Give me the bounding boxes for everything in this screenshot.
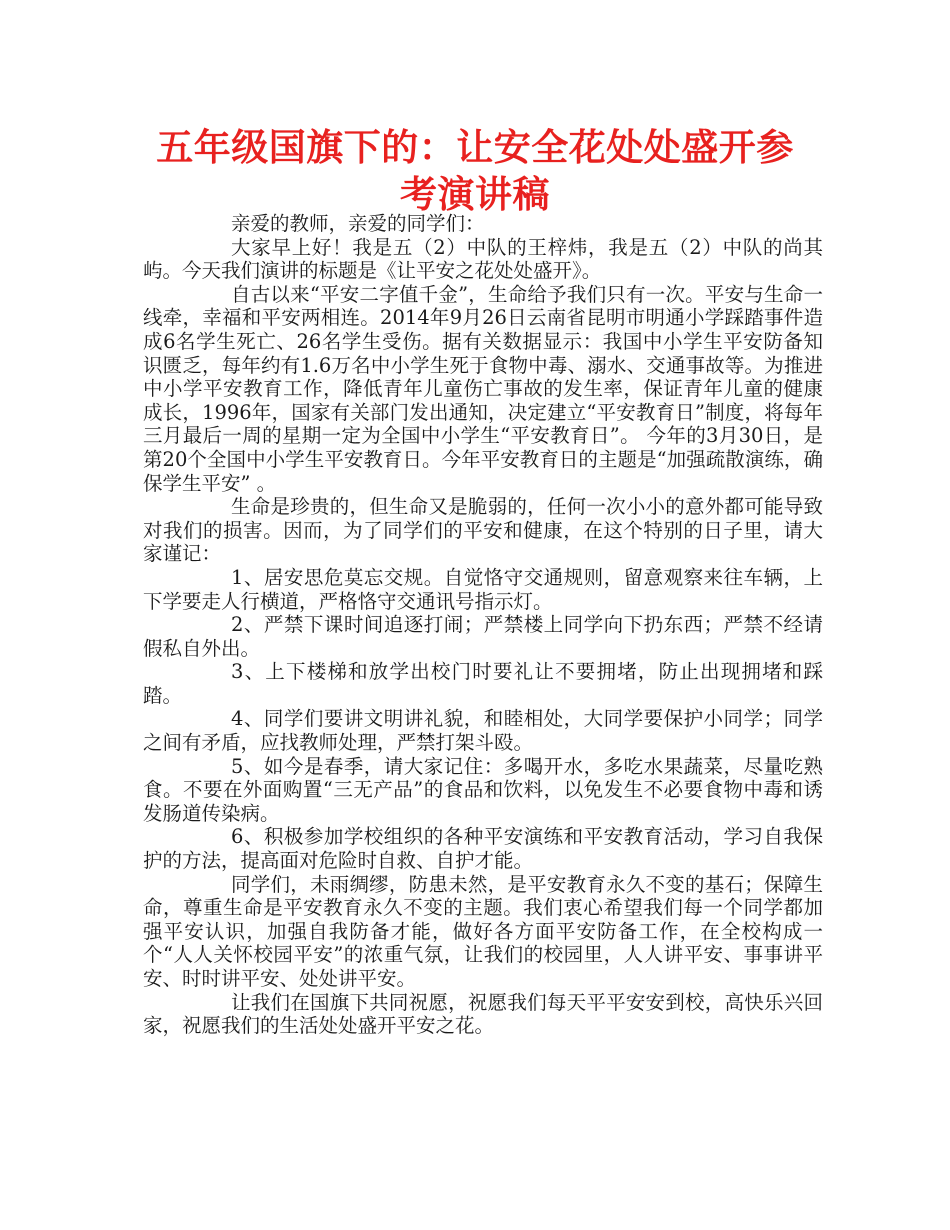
paragraph-reminder: 生命是珍贵的，但生命又是脆弱的，任何一次小小的意外都可能导致对我们的损害。因而，为了同学们的平安和健康，在这个特别的日子里，请大家谨记：: [143, 495, 823, 566]
paragraph-rule-1: 1、居安思危莫忘交规。自觉恪守交通规则，留意观察来往车辆，上下学要走人行横道，严格恪守交通讯号指示灯。: [143, 565, 823, 613]
paragraph-introduction: 大家早上好！我是五（2）中队的王梓炜，我是五（2）中队的尚其屿。今天我们演讲的标题是《让平安之花处处盛开》。: [143, 235, 823, 283]
document-title: 五年级国旗下的：让安全花处处盛开参考演讲稿: [156, 126, 794, 216]
paragraph-summary: 同学们，未雨绸缪，防患未然，是平安教育永久不变的基石；保障生命，尊重生命是平安教育永久不变的主题。我们衷心希望我们每一个同学都加强平安认识，加强自我防备才能，做好各方面平安防备工作，在全校构成一个“人人关怀校园平安”的浓重气氛，让我们的校园里，人人讲平安、事事讲平安、时时讲平安、处处讲平安。: [143, 872, 823, 990]
paragraph-rule-3: 3、上下楼梯和放学出校门时要礼让不要拥堵，防止出现拥堵和踩踏。: [143, 660, 823, 707]
paragraph-rule-2: 2、严禁下课时间追逐打闹；严禁楼上同学向下扔东西；严禁不经请假私自外出。: [143, 613, 823, 660]
paragraph-rule-5: 5、如今是春季，请大家记住：多喝开水，多吃水果蔬菜，尽量吃熟食。不要在外面购置“三无产品”的食品和饮料，以免发生不必要食物中毒和诱发肠道传染病。: [143, 754, 823, 825]
paragraph-rule-4: 4、同学们要讲文明讲礼貌，和睦相处，大同学要保护小同学；同学之间有矛盾，应找教师处理，严禁打架斗殴。: [143, 707, 823, 755]
paragraph-background: 自古以来“平安二字值千金”，生命给予我们只有一次。平安与生命一线牵，幸福和平安两相连。2014年9月26日云南省昆明市明通小学踩踏事件造成6名学生死亡、26名学生受伤。据有关数据显示：我国中小学生平安防备知识匮乏，每年约有1.6万名中小学生死于食物中毒、溺水、交通事故等。为推进中小学平安教育工作，降低青年儿童伤亡事故的发生率，保证青年儿童的健康成长，1996年，国家有关部门发出通知，决定建立“平安教育日”制度，将每年三月最后一周的星期一定为全国中小学生“平安教育日”。 今年的3月30日，是第20个全国中小学生平安教育日。今年平安教育日的主题是“加强疏散演练，确保学生平安” 。: [143, 282, 823, 495]
paragraph-greeting: 亲爱的教师，亲爱的同学们：: [231, 212, 485, 235]
paragraph-rule-6: 6、积极参加学校组织的各种平安演练和平安教育活动，学习自我保护的方法，提高面对危险时自救、自护才能。: [143, 825, 823, 873]
paragraph-closing: 让我们在国旗下共同祝愿，祝愿我们每天平平安安到校，高快乐兴回家，祝愿我们的生活处处盛开平安之花。: [143, 990, 823, 1038]
document-body: [143, 212, 823, 1038]
